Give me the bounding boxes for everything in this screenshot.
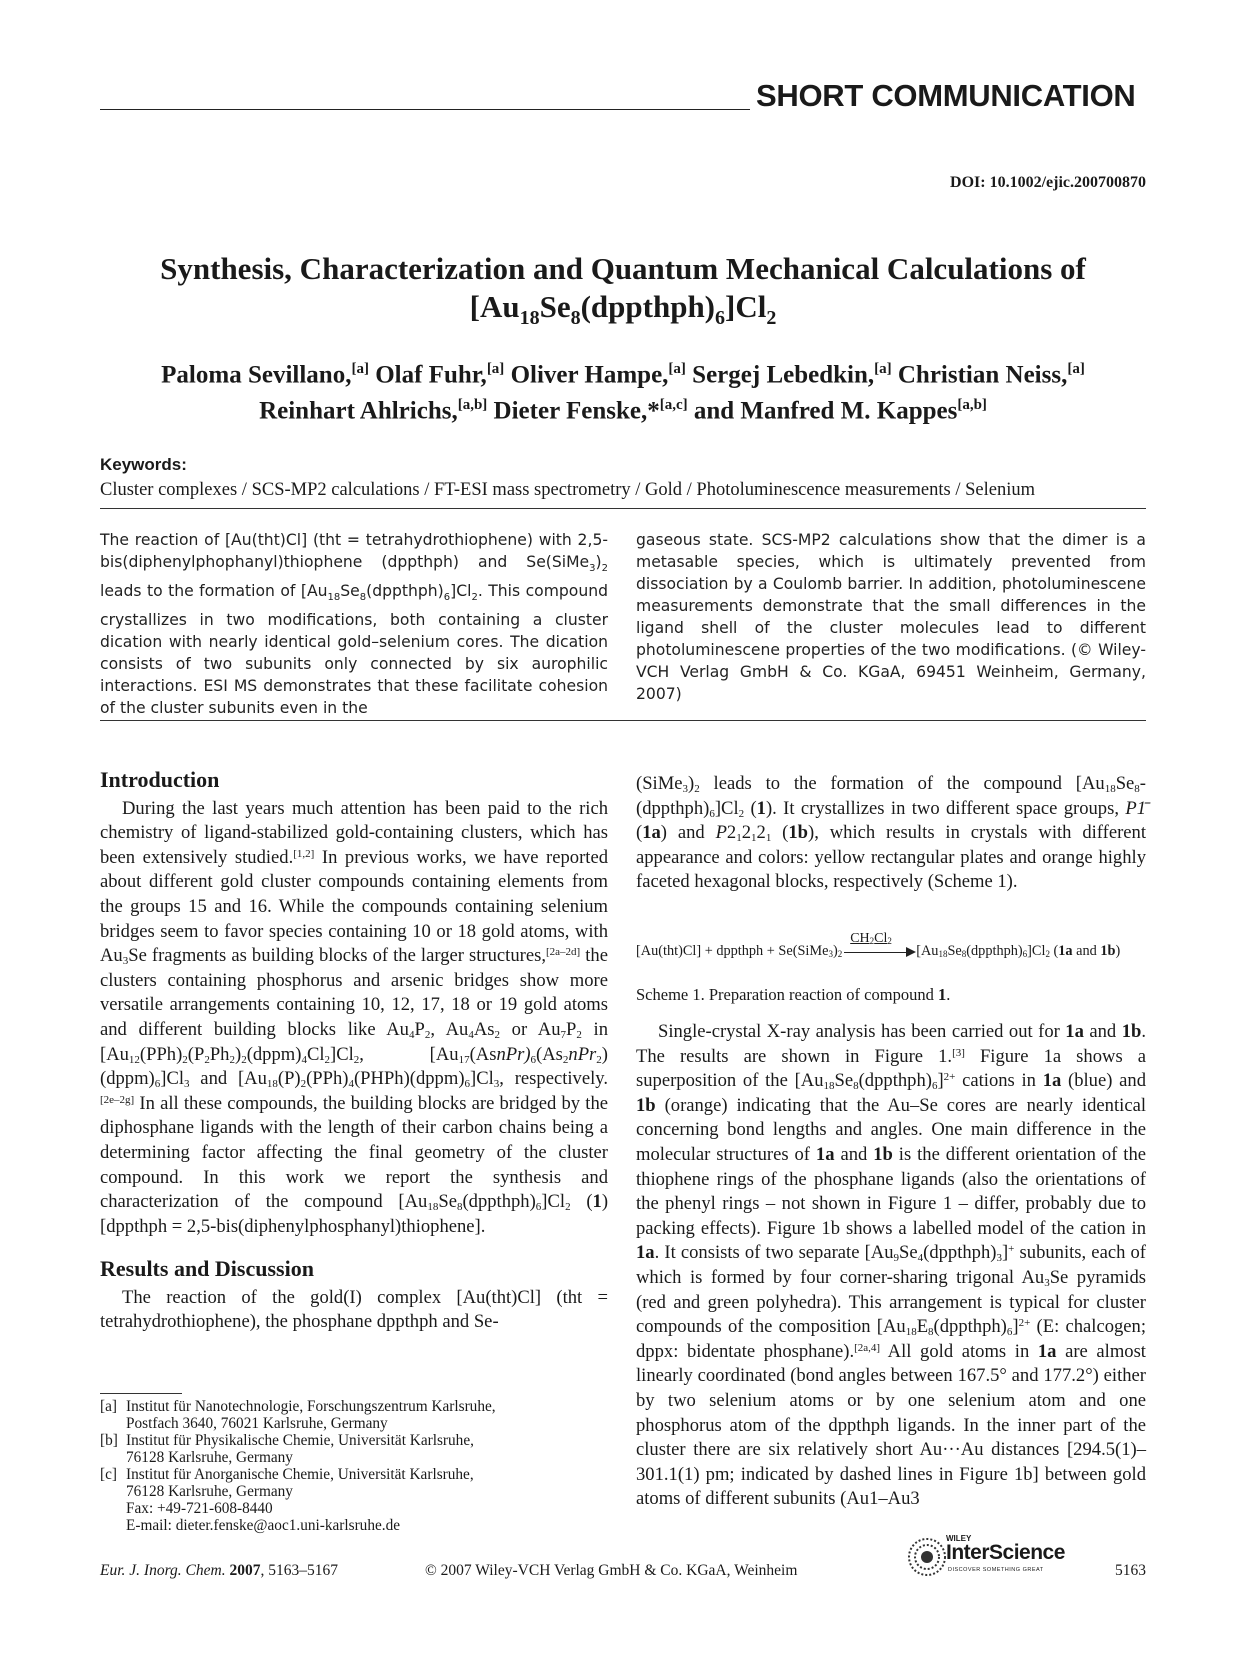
keywords-text: Cluster complexes / SCS-MP2 calculations / FT-ESI mass spectrometry / Gold / Photoluminescence measurements / Selenium bbox=[100, 480, 1035, 500]
right-paragraph-1: Single-crystal X-ray analysis has been carried out for 1a and 1b. The results are shown in Figure 1.[3] Figure 1a shows a superposition of the $[Au_{18}Se_8(dppthph)_6]^{2+}$ cations in 1a (blue) and 1b (orange) indicating that the Au–Se cores are nearly identical concerning bond lengths and angles. One main difference in the molecular structures of 1a and 1b is the different orientation of the thiophene rings of the phosphane ligands (also the orientations of the phenyl rings – not shown in Figure 1 – differ, probably due to packing effects). Figure 1b shows a labelled model of the cation in 1a. It consists of two separate $[Au_9Se_4(dppthph)_3]^+$ subunits, each of which is formed by four corner-sharing trigonal $Au_3Se$ pyramids (red and green polyhedra). This arrangement is typical for cluster compounds of the composition $[Au_{18}E_8(dppthph)_6]^{2+}$ (E: chalcogen; dppx: bidentate phosphane).[2a,4] All gold atoms in 1a are almost linearly coordinated (bond angles between 167.5° and 177.2°) either by two selenium atoms or by one selenium atom and one phosphorus atom of the dppthph ligands. In the inner part of the cluster there are six relatively short Au···Au distances [294.5(1)–301.1(1) pm; indicated by dashed lines in Figure 1b] between gold atoms of different subunits (Au1–Au3 bbox=[636, 1021, 1147, 1510]
section-label: SHORT COMMUNICATION bbox=[756, 78, 1136, 113]
author: Christian Neiss, bbox=[897, 361, 1068, 389]
abstract-right: gaseous state. SCS-MP2 calculations show that the dimer is a metasable species, which is ultimately prevented from dissociation by a Coulomb barrier. In addition, photoluminescene measurements demonstrate that the small differences in the ligand shell of the cluster molecules lead to different photoluminescene properties of the two modifications. (© Wiley-VCH Verlag GmbH & Co. KGaA, 69451 Weinheim, Germany, 2007) bbox=[636, 531, 1146, 703]
intro-paragraph: During the last years much attention has been paid to the rich chemistry of ligand-stabilized gold-containing clusters, which has been extensively studied.[1,2] In previous works, we have reported about different gold cluster compounds containing elements from the groups 15 and 16. While the compounds containing selenium bridges seem to favor species containing 10 or 18 gold atoms, with $Au_3Se$ fragments as building blocks of the larger structures,[2a–2d] the clusters containing phosphorus and arsenic bridges show more versatile arrangements containing 10, 12, 17, 18 or 19 gold atoms and different building blocks like $Au_4P_2$, $Au_4As_2$ or $Au_7P_2$ in $[Au_{12}(PPh)_2(P_2Ph_2)_2(dppm)_4Cl_2]Cl_2$, $[Au_{17}(AsnPr)_6(As_2nPr_2)(dppm)_6]Cl_3$ and $[Au_{18}(P)_2(PPh)_4(PHPh)(dppm)_6]Cl_3$, respectively.[2e–2g] In all these compounds, the building blocks are bridged by the diphosphane ligands with the length of their carbon chains being a determining factor affecting the final geometry of the cluster compound. In this work we report the synthesis and characterization of the compound $[Au_{18}Se_8(dppthph)_6]Cl_2$ (1) [dppthph = 2,5-bis(diphenylphosphanyl)thiophene]. bbox=[100, 797, 609, 1237]
contact-email[interactable]: E-mail: dieter.fenske@aoc1.uni-karlsruhe.de bbox=[126, 1517, 401, 1534]
footnotes bbox=[100, 1398, 608, 1534]
keywords-label: Keywords: bbox=[100, 455, 187, 474]
results-paragraph: The reaction of the gold(I) complex [Au(tht)Cl] (tht = tetrahydrothiophene), the phosphane dppthph and Se- bbox=[100, 1286, 608, 1333]
authors-line-2: Reinhart Ahlrichs,[a,b] Dieter Fenske,*[a,c] and Manfred M. Kappes[a,b] bbox=[259, 397, 987, 425]
author: Dieter Fenske,* bbox=[493, 397, 660, 425]
author: Sergej Lebedkin, bbox=[692, 361, 875, 389]
scheme-caption: Scheme 1. Preparation reaction of compound 1. bbox=[636, 985, 951, 1004]
scheme-1: [Au(tht)Cl] + dppthph + $Se(SiMe_3)_2$ $CH_2Cl_2$ $[Au_{18}Se_8(dppthph)_6]Cl_2$ (1a and 1b) bbox=[636, 930, 1121, 959]
right-paragraph-0: $(SiMe_3)_2$ leads to the formation of the compound $[Au_{18}Se_8-(dppthph)_6]Cl_2$ (1). It crystallizes in two different space groups, P1̄ (1a) and $P2_12_12_1$ (1b), which results in crystals with different appearance and colors: yellow rectangular plates and orange highly faceted hexagonal blocks, respectively (Scheme 1). bbox=[636, 773, 1146, 893]
authors-line-1: Paloma Sevillano,[a] Olaf Fuhr,[a] Oliver Hampe,[a] Sergej Lebedkin,[a] Christian Neiss,[a] bbox=[161, 361, 1085, 389]
header-rule bbox=[100, 109, 750, 110]
author: Oliver Hampe, bbox=[510, 361, 669, 389]
logo-tagline: DISCOVER SOMETHING GREAT bbox=[948, 1567, 1044, 1573]
right-column-body bbox=[636, 1020, 1146, 1512]
author: Paloma Sevillano, bbox=[161, 361, 352, 389]
title-line-1: Synthesis, Characterization and Quantum Mechanical Calculations of bbox=[160, 251, 1086, 286]
globe-icon bbox=[906, 1536, 948, 1578]
author: and Manfred M. Kappes bbox=[693, 397, 958, 425]
keywords bbox=[100, 452, 1146, 503]
interscience-logo[interactable] bbox=[906, 1534, 1066, 1584]
abstract-left: The reaction of [Au(tht)Cl] (tht = tetrahydrothiophene) with 2,5-bis(diphenylphophanyl)thiophene (dppthph) and $Se(SiMe_3)_2$ leads to the formation of $[Au_{18}Se_8(dppthph)_6]Cl_2$. This compound crystallizes in two modifications, both containing a cluster dication with nearly identical gold–selenium cores. The dication consists of two subunits only connected by six aurophilic interactions. ESI MS demonstrates that these facilitate cohesion of the cluster subunits even in the bbox=[100, 531, 608, 718]
intro-heading: Introduction bbox=[100, 767, 220, 792]
logo-interscience: InterScience bbox=[946, 1541, 1065, 1564]
footnote-rule bbox=[100, 1393, 182, 1394]
abstract-copyright: (© Wiley-VCH Verlag GmbH & Co. KGaA, 69451 Weinheim, Germany, 2007) bbox=[636, 641, 1146, 703]
logo-wiley: WILEY bbox=[946, 1534, 972, 1543]
abstract-rule-bottom bbox=[100, 720, 1146, 721]
author: Olaf Fuhr, bbox=[375, 361, 487, 389]
left-column bbox=[100, 768, 608, 1335]
abstract-rule-top bbox=[100, 508, 1146, 509]
results-heading: Results and Discussion bbox=[100, 1256, 314, 1282]
authors bbox=[100, 354, 1146, 427]
footnote-c: [c] Institut für Anorganische Chemie, Universität Karlsruhe, 76128 Karlsruhe, Germany Fax: +49-721-608-8440 E-mail: dieter.fenske@aoc1.uni-karlsruhe.de bbox=[100, 1466, 474, 1534]
footnote-a: [a] Institut für Nanotechnologie, Forschungszentrum Karlsruhe, Postfach 3640, 76021 Karlsruhe, Germany bbox=[100, 1398, 496, 1432]
author: Reinhart Ahlrichs, bbox=[259, 397, 458, 425]
page-number: 5163 bbox=[1115, 1562, 1146, 1579]
footer-citation: Eur. J. Inorg. Chem. 2007, 5163–5167 bbox=[100, 1562, 338, 1579]
reaction-arrow: $CH_2Cl_2$ bbox=[842, 945, 916, 959]
right-column bbox=[636, 772, 1146, 895]
doi[interactable]: DOI: 10.1002/ejic.200700870 bbox=[950, 174, 1146, 191]
footer-copyright: © 2007 Wiley-VCH Verlag GmbH & Co. KGaA, Weinheim bbox=[425, 1562, 798, 1579]
article-title bbox=[100, 250, 1146, 337]
footnote-b: [b] Institut für Physikalische Chemie, Universität Karlsruhe, 76128 Karlsruhe, Germany bbox=[100, 1432, 474, 1466]
title-line-2: $[Au_{18}Se_8(dppthph)_6]Cl_2$ bbox=[469, 289, 777, 330]
